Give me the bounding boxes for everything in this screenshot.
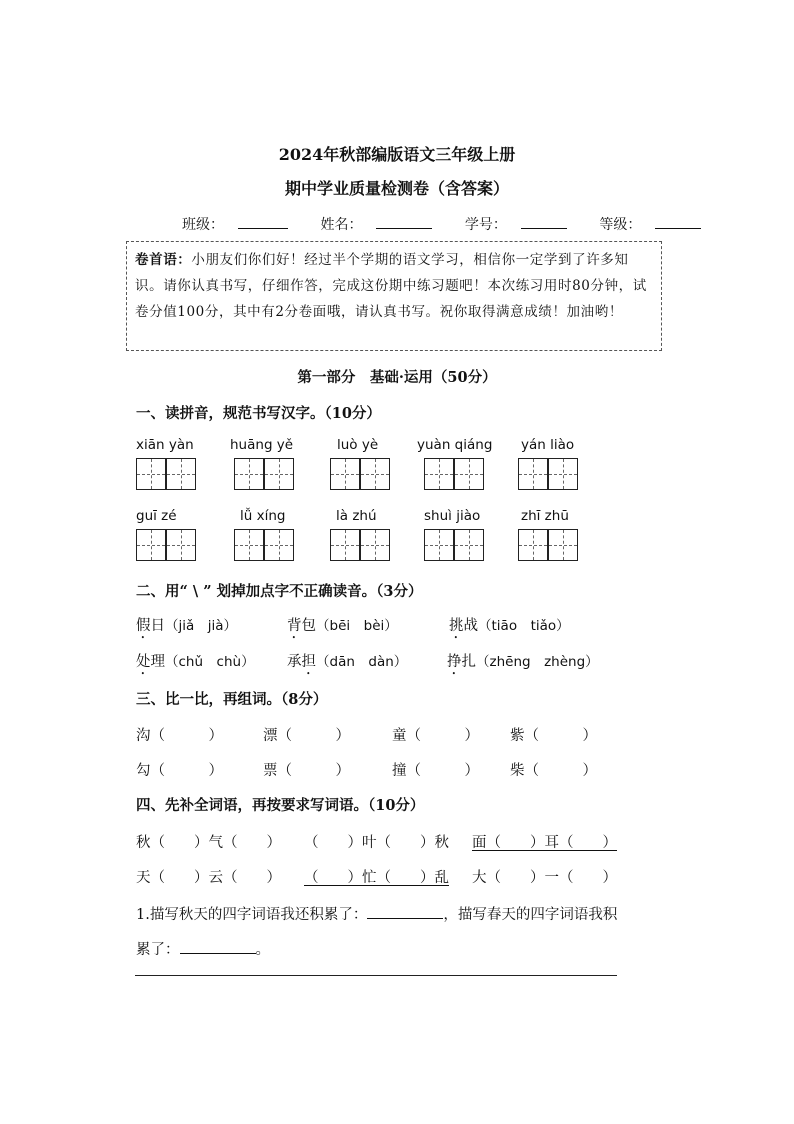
q2-item — [447, 650, 599, 678]
writing-grid[interactable] — [234, 529, 264, 561]
class-label: 班级： — [182, 217, 224, 233]
subquestion-text: 累了： — [136, 942, 180, 958]
writing-grid[interactable] — [548, 458, 578, 490]
name-label: 姓名： — [320, 217, 363, 233]
pinyin-label: xiān yàn — [136, 437, 194, 453]
pinyin-label: luò yè — [337, 437, 379, 453]
writing-grid[interactable] — [330, 529, 360, 561]
writing-grid[interactable] — [264, 458, 294, 490]
idiom-blank-underlined[interactable]: 面（ ）耳（ ） — [472, 835, 617, 851]
writing-grid[interactable] — [166, 529, 196, 561]
paper-subtitle: 期中学业质量检测卷（含答案） — [284, 179, 509, 198]
writing-grid[interactable] — [264, 529, 294, 561]
q2-item — [136, 614, 237, 642]
reading-options[interactable]: （dān dàn） — [316, 654, 408, 670]
word-group-blank[interactable]: 票（ ） — [263, 763, 350, 779]
class-field[interactable] — [182, 217, 302, 233]
idiom-blank-underlined[interactable]: （ ）忙（ ）乱 — [304, 870, 449, 886]
q2-heading: 二、用“ \ ” 划掉加点字不正确读音。（3分） — [136, 583, 423, 600]
q2-item — [136, 650, 255, 678]
intro-box — [126, 241, 662, 351]
dotted-char: 挑 — [449, 618, 464, 634]
writing-grid[interactable] — [166, 458, 196, 490]
idiom-blank[interactable]: 大（ ）一（ ） — [472, 870, 617, 886]
grade-field[interactable] — [599, 217, 715, 233]
reading-options[interactable]: （tiāo tiǎo） — [478, 618, 570, 634]
writing-grid[interactable] — [360, 529, 390, 561]
plain-char: 包 — [301, 618, 316, 634]
writing-grid[interactable] — [454, 458, 484, 490]
id-field[interactable] — [465, 217, 581, 233]
dotted-char: 处 — [136, 654, 151, 670]
writing-grid[interactable] — [360, 458, 390, 490]
pinyin-label: lǚ xíng — [240, 508, 286, 524]
intro-lead: 卷首语： — [135, 252, 192, 268]
pinyin-label: yuàn qiáng — [417, 437, 493, 453]
dotted-char: 背 — [287, 618, 302, 634]
pinyin-label: shuì jiào — [424, 508, 481, 524]
subquestion-text: 。 — [255, 942, 270, 958]
q2-item — [449, 614, 570, 642]
reading-options[interactable]: （jiǎ jià） — [165, 618, 238, 634]
q4-subquestion-line1 — [136, 903, 617, 924]
id-label: 学号： — [464, 217, 507, 233]
pinyin-label: zhī zhū — [521, 508, 569, 524]
answer-line[interactable] — [135, 975, 617, 976]
writing-grid[interactable] — [454, 529, 484, 561]
subquestion-text: 1.描写秋天的四字词语我还积累了： — [136, 907, 368, 923]
writing-grid[interactable] — [136, 458, 166, 490]
pinyin-label: guī zé — [136, 508, 177, 524]
plain-char: 扎 — [461, 654, 476, 670]
q4-subquestion-line2 — [136, 938, 270, 959]
word-group-blank[interactable]: 撞（ ） — [392, 763, 479, 779]
q3-heading: 三、比一比，再组词。（8分） — [136, 691, 328, 708]
plain-char: 战 — [463, 618, 478, 634]
name-field[interactable] — [320, 217, 446, 233]
plain-char: 日 — [150, 618, 165, 634]
plain-char: 承 — [287, 654, 302, 670]
paper-title: 2024年秋部编版语文三年级上册 — [278, 145, 516, 164]
plain-char: 理 — [150, 654, 165, 670]
writing-grid[interactable] — [424, 458, 454, 490]
writing-grid[interactable] — [518, 529, 548, 561]
intro-text: 小朋友们你们好！经过半个学期的语文学习，相信你一定学到了许多知识。请你认真书写，仔细作答，完成这份期中练习题吧！本次练习用时80分钟，试卷分值100分，其中有2分卷面哦，请认真书写。祝你取得满意成绩！加油哟！ — [135, 252, 647, 320]
pinyin-label: huāng yě — [230, 437, 294, 453]
idiom-blank[interactable]: 秋（ ）气（ ） — [136, 835, 281, 851]
q4-heading: 四、先补全词语，再按要求写词语。（10分） — [136, 797, 425, 814]
pinyin-label: là zhú — [336, 508, 377, 524]
q2-item — [287, 614, 398, 642]
part1-heading: 第一部分 基础·运用（50分） — [297, 369, 497, 386]
writing-grid[interactable] — [518, 458, 548, 490]
pinyin-label: yán liào — [521, 437, 575, 453]
writing-grid[interactable] — [330, 458, 360, 490]
spring-words-blank[interactable] — [180, 941, 256, 954]
dotted-char: 假 — [136, 618, 151, 634]
dotted-char: 担 — [301, 654, 316, 670]
word-group-blank[interactable]: 童（ ） — [392, 728, 479, 744]
reading-options[interactable]: （chǔ chù） — [165, 654, 255, 670]
writing-grid[interactable] — [548, 529, 578, 561]
q2-item — [287, 650, 407, 678]
word-group-blank[interactable]: 勾（ ） — [136, 763, 223, 779]
writing-grid[interactable] — [234, 458, 264, 490]
writing-grid[interactable] — [136, 529, 166, 561]
word-group-blank[interactable]: 漂（ ） — [263, 728, 350, 744]
reading-options[interactable]: （zhēng zhèng） — [476, 654, 599, 670]
word-group-blank[interactable]: 柴（ ） — [510, 763, 597, 779]
writing-grid[interactable] — [424, 529, 454, 561]
dotted-char: 挣 — [447, 654, 462, 670]
autumn-words-blank[interactable] — [367, 906, 443, 919]
student-info-line — [182, 214, 729, 234]
idiom-blank[interactable]: 天（ ）云（ ） — [136, 870, 281, 886]
grade-label: 等级： — [599, 217, 642, 233]
word-group-blank[interactable]: 紫（ ） — [510, 728, 597, 744]
reading-options[interactable]: （bēi bèi） — [316, 618, 398, 634]
q1-heading: 一、读拼音，规范书写汉字。（10分） — [136, 405, 381, 422]
word-group-blank[interactable]: 沟（ ） — [136, 728, 223, 744]
idiom-blank[interactable]: （ ）叶（ ）秋 — [304, 835, 449, 851]
subquestion-text: ，描写春天的四字词语我积 — [443, 907, 618, 923]
